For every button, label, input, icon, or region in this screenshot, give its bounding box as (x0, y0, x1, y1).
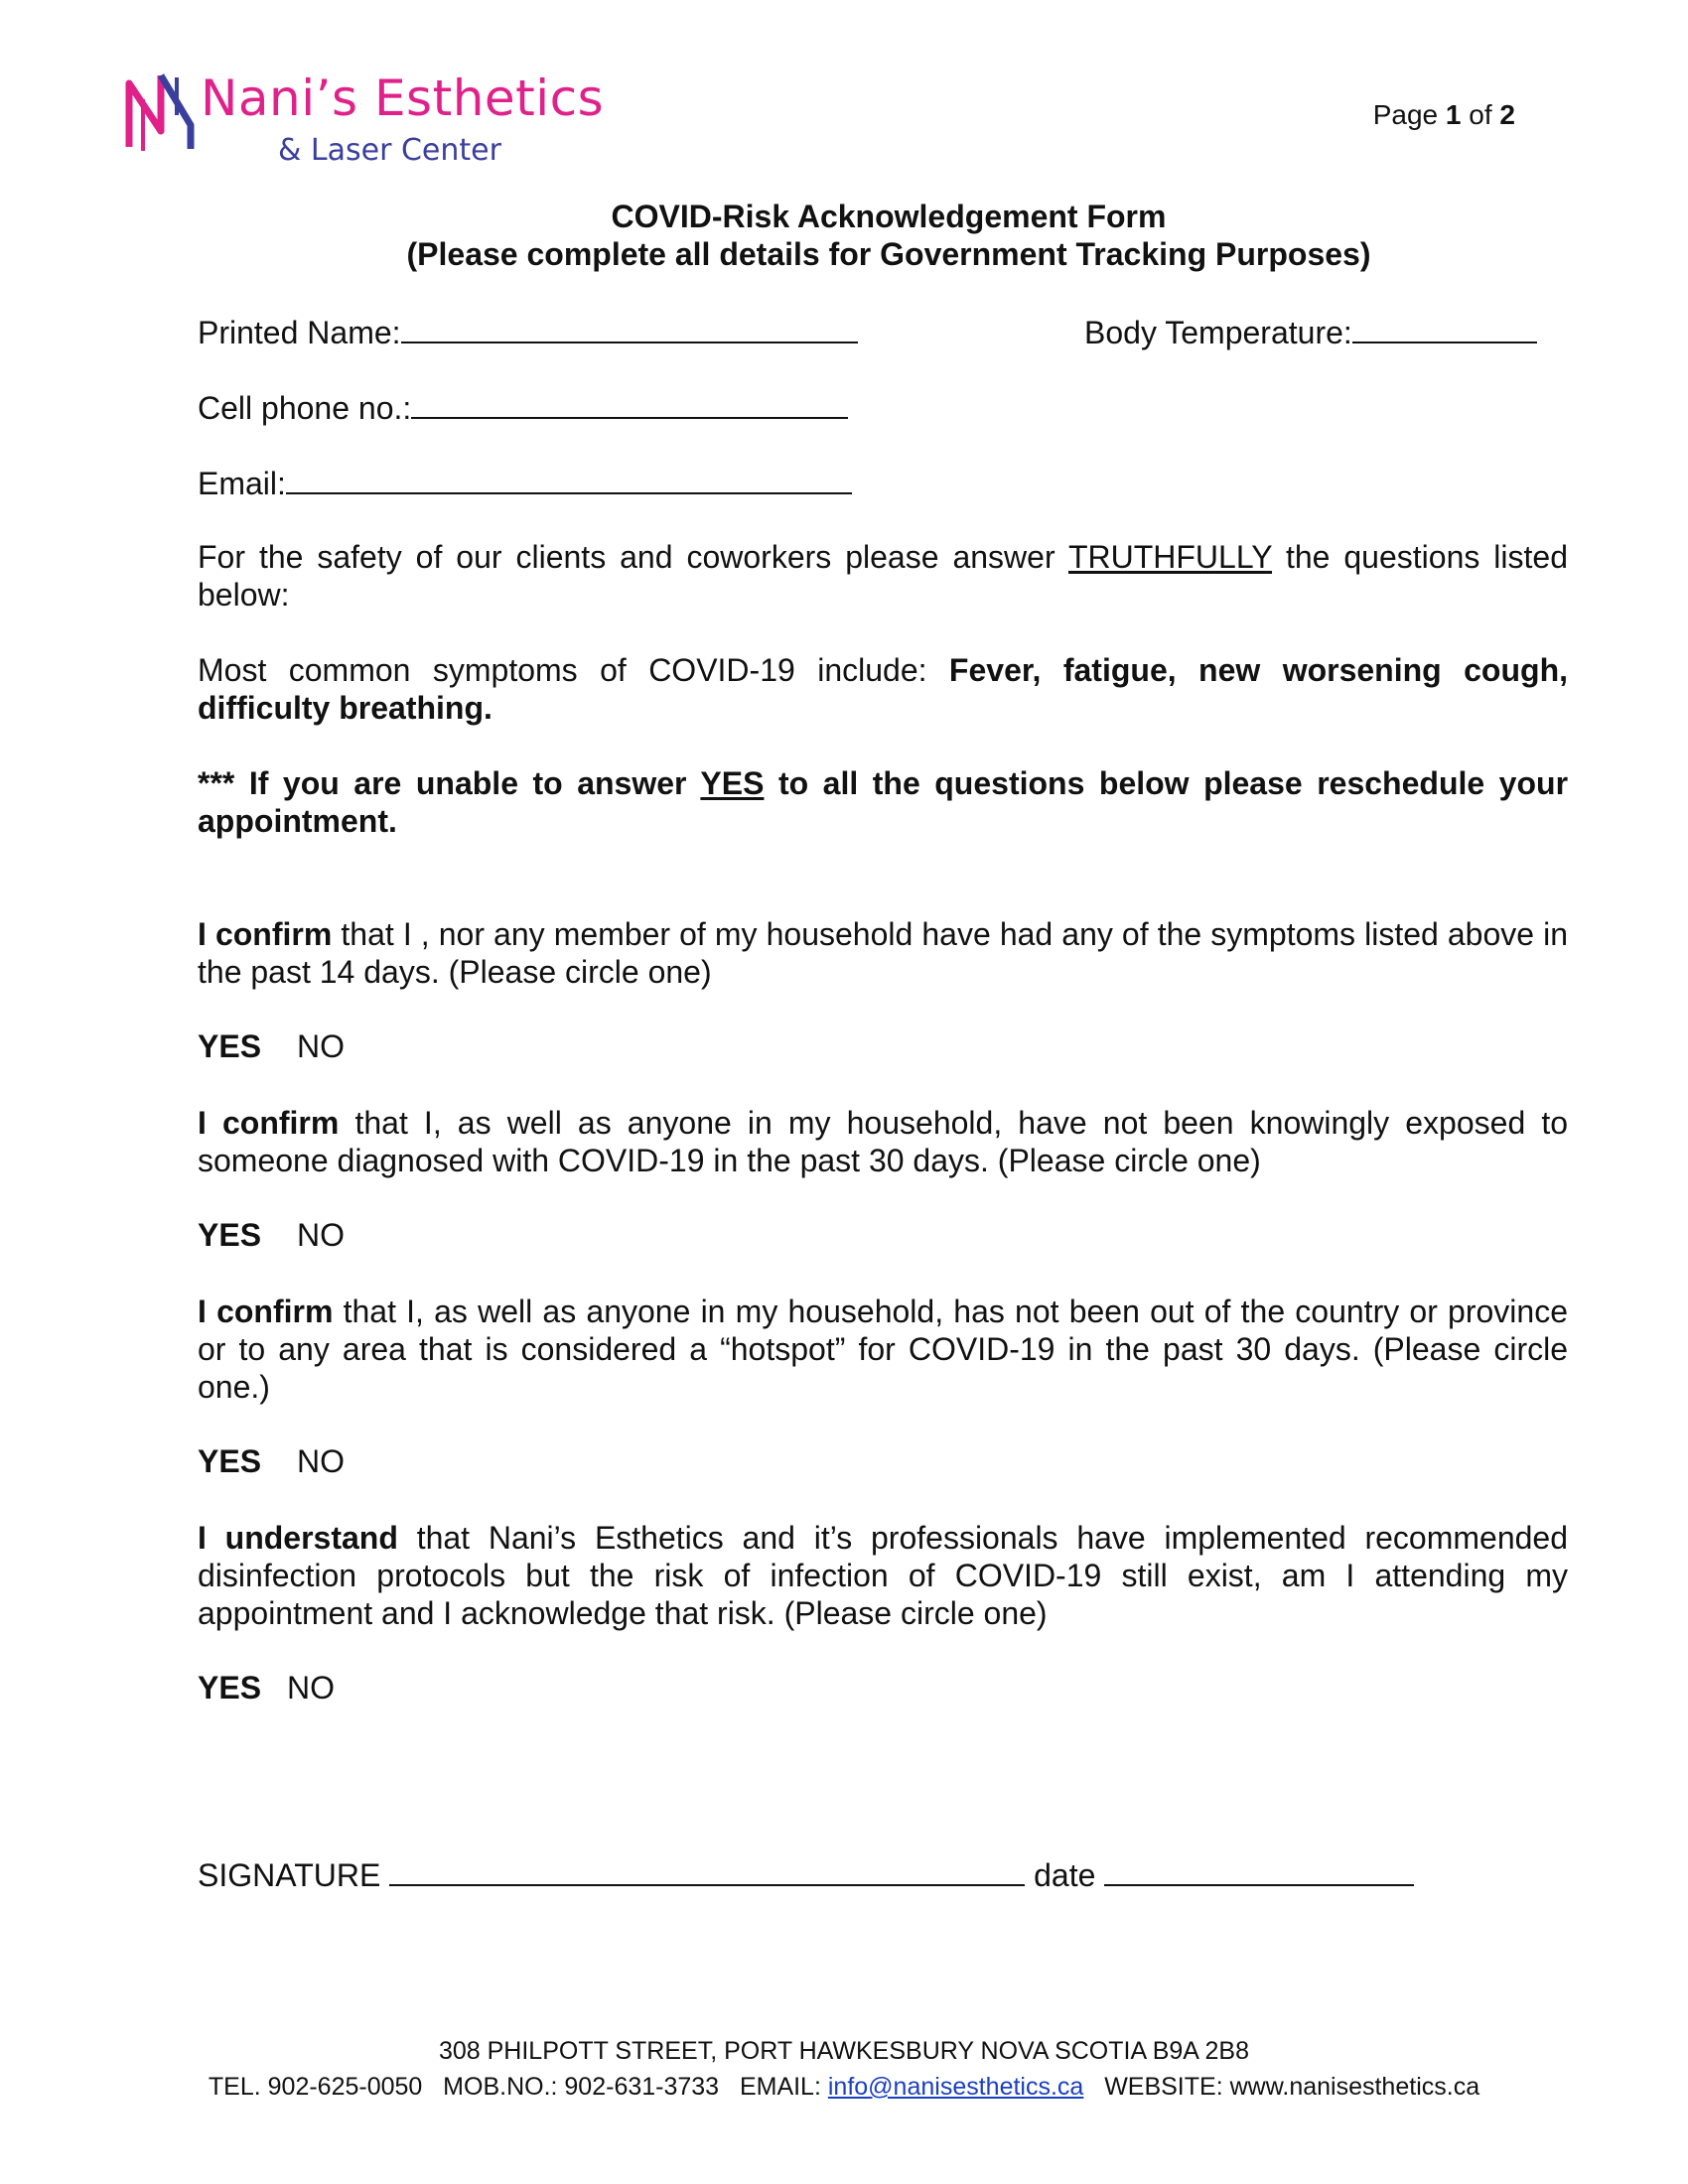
email-row (198, 463, 852, 502)
logo-mark-icon (121, 69, 201, 155)
company-logo (121, 62, 637, 181)
signature-field[interactable] (389, 1854, 1025, 1886)
warning-before: *** If you are unable to answer (198, 765, 687, 801)
body-temperature-field[interactable] (1352, 312, 1537, 343)
answer-4-yes[interactable]: YES (198, 1670, 262, 1706)
date-field[interactable] (1104, 1854, 1414, 1886)
answer-1 (198, 1028, 345, 1065)
intro-emphasis: TRUTHFULLY (1067, 539, 1273, 575)
answer-3-yes[interactable]: YES (198, 1443, 262, 1479)
question-1-lead: I confirm (198, 916, 333, 952)
question-3 (198, 1293, 1568, 1406)
date-label: date (1034, 1857, 1096, 1893)
intro-before: For the safety of our clients and coworkers please answer (198, 539, 1055, 575)
footer-email-label: EMAIL: (739, 2073, 821, 2101)
form-title: COVID-Risk Acknowledgement Form (611, 199, 1167, 234)
printed-name-label: Printed Name: (198, 315, 401, 350)
question-1-text: that I , nor any member of my household have had any of the symptoms listed above in the past 14 days. (Please circle one) (198, 916, 1569, 990)
question-3-text: that I, as well as anyone in my household, has not been out of the country or province or to any area that is considered a “hotspot” for COVID-19 in the past 30 days. (Please circle one.) (198, 1294, 1569, 1405)
intro-after: the questions listed below: (198, 539, 1568, 613)
question-2-text: that I, as well as anyone in my household, have not been knowingly exposed to someone diagnosed with COVID-19 in the past 30 days. (Please circle one) (198, 1105, 1569, 1178)
answer-2-no[interactable]: NO (297, 1217, 346, 1253)
footer-email-link[interactable]: info@nanisesthetics.ca (827, 2073, 1084, 2101)
symptoms-list: Fever, fatigue, new worsening cough, difficulty breathing. (198, 652, 1569, 726)
email-field[interactable] (286, 463, 852, 494)
footer-address: 308 PHILPOTT STREET, PORT HAWKESBURY NOVA SCOTIA B9A 2B8 (438, 2037, 1250, 2065)
answer-4 (198, 1670, 335, 1706)
signature-row (198, 1854, 1414, 1894)
answer-2-yes[interactable]: YES (198, 1217, 262, 1253)
question-2 (198, 1104, 1568, 1179)
warning-emphasis: YES (700, 765, 765, 801)
symptoms-paragraph (198, 651, 1568, 727)
answer-3 (198, 1443, 345, 1480)
logo-wordmark: Nani’s Esthetics (201, 69, 605, 127)
signature-label: SIGNATURE (198, 1857, 381, 1893)
page-total: 2 (1499, 99, 1515, 130)
intro-paragraph (198, 538, 1568, 614)
answer-2 (198, 1217, 345, 1254)
footer-contact (0, 2073, 1688, 2102)
question-4 (198, 1519, 1568, 1632)
cell-phone-label: Cell phone no.: (198, 390, 412, 426)
cell-phone-field[interactable] (411, 387, 848, 419)
footer-mob: MOB.NO.: 902-631-3733 (443, 2073, 720, 2101)
email-label: Email: (198, 466, 286, 501)
page-indicator (1373, 99, 1515, 131)
symptoms-before: Most common symptoms of COVID-19 include: (198, 652, 927, 688)
printed-name-field[interactable] (401, 312, 858, 343)
footer-tel: TEL. 902-625-0050 (208, 2073, 423, 2101)
answer-1-no[interactable]: NO (297, 1028, 346, 1064)
warning-after: to all the questions below please reschedule your appointment. (198, 765, 1569, 839)
answer-1-yes[interactable]: YES (198, 1028, 262, 1064)
logo-subtitle: & Laser Center (278, 133, 501, 168)
question-2-lead: I confirm (198, 1105, 340, 1141)
body-temperature-row (1084, 312, 1537, 351)
page-of: of (1469, 99, 1492, 130)
question-4-text: that Nani’s Esthetics and it’s professionals have implemented recommended disinfection protocols but the risk of infection of COVID-19 still exist, am I attending my appointment and I acknowledge that risk. (Please circle one) (198, 1520, 1569, 1631)
page-prefix: Page (1372, 99, 1439, 130)
body-temperature-label: Body Temperature: (1084, 315, 1352, 350)
cell-phone-row (198, 387, 848, 427)
printed-name-row (198, 312, 858, 351)
form-subtitle: (Please complete all details for Government Tracking Purposes) (406, 236, 1371, 272)
answer-4-no[interactable]: NO (287, 1670, 336, 1706)
page-current: 1 (1445, 99, 1462, 130)
question-1 (198, 915, 1568, 991)
warning-paragraph (198, 764, 1568, 840)
answer-3-no[interactable]: NO (297, 1443, 346, 1479)
question-4-lead: I understand (198, 1520, 398, 1556)
question-3-lead: I confirm (198, 1294, 334, 1329)
footer-website: WEBSITE: www.nanisesthetics.ca (1104, 2073, 1480, 2101)
